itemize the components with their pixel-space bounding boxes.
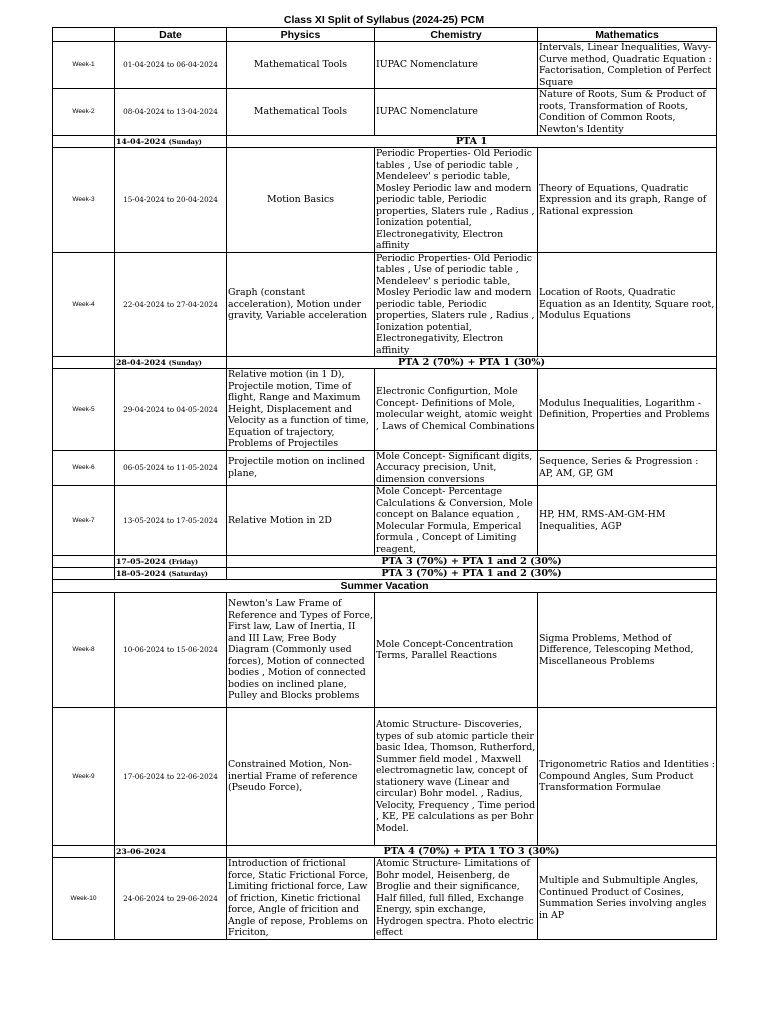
week-label: Week-7 — [53, 486, 115, 556]
week-row — [53, 708, 717, 846]
week-dates: 15-04-2024 to 20-04-2024 — [115, 148, 227, 253]
test-date — [115, 568, 227, 580]
test-spacer — [53, 136, 115, 148]
test-description: PTA 3 (70%) + PTA 1 and 2 (30%) — [227, 568, 717, 580]
week-label: Week-6 — [53, 450, 115, 486]
mathematics-topics: Theory of Equations, Quadratic Expression and its graph, Range of Rational expression — [538, 148, 717, 253]
test-day: (Friday) — [168, 557, 199, 566]
test-description: PTA 4 (70%) + PTA 1 TO 3 (30%) — [227, 846, 717, 858]
physics-topics: Mathematical Tools — [227, 42, 375, 89]
week-label: Week-5 — [53, 369, 115, 451]
mathematics-topics: Modulus Inequalities, Logarithm - Definition, Properties and Problems — [538, 369, 717, 451]
physics-topics: Motion Basics — [227, 148, 375, 253]
test-row — [53, 136, 717, 148]
physics-topics: Mathematical Tools — [227, 89, 375, 136]
test-row — [53, 846, 717, 858]
week-dates: 22-04-2024 to 27-04-2024 — [115, 252, 227, 357]
week-label: Week-10 — [53, 858, 115, 940]
week-row — [53, 42, 717, 89]
test-date — [115, 846, 227, 858]
week-row — [53, 369, 717, 451]
week-row — [53, 148, 717, 253]
chemistry-topics: Mole Concept- Percentage Calculations & Conversion, Mole concept on Balance equation , Molecular Formula, Emperical formula , Concept of Limiting reagent, — [375, 486, 538, 556]
header-chemistry: Chemistry — [375, 28, 538, 42]
week-row — [53, 858, 717, 940]
test-day: (Sunday) — [168, 137, 202, 146]
physics-topics: Constrained Motion, Non-inertial Frame of reference (Pseudo Force), — [227, 708, 375, 846]
test-day: (Saturday) — [168, 569, 208, 578]
header-week — [53, 28, 115, 42]
week-dates: 17-06-2024 to 22-06-2024 — [115, 708, 227, 846]
header-date: Date — [115, 28, 227, 42]
test-description: PTA 2 (70%) + PTA 1 (30%) — [227, 357, 717, 369]
mathematics-topics: Sequence, Series & Progression : AP, AM, GP, GM — [538, 450, 717, 486]
test-date — [115, 136, 227, 148]
mathematics-topics: Location of Roots, Quadratic Equation as an Identity, Square root, Modulus Equations — [538, 252, 717, 357]
test-row — [53, 556, 717, 568]
week-dates: 01-04-2024 to 06-04-2024 — [115, 42, 227, 89]
chemistry-topics: Periodic Properties- Old Periodic tables , Use of periodic table , Mendeleev' s periodic table, Mosley Periodic law and modern periodic table, Periodic properties, Slaters rule , Radius , Ionization potential, Electronegativity, Electron affinity — [375, 252, 538, 357]
test-spacer — [53, 568, 115, 580]
physics-topics: Introduction of frictional force, Static Frictional Force, Limiting frictional force, Law of friction, Kinetic frictional force, Angle of fricition and Angle of repose, Problems on Friciton, — [227, 858, 375, 940]
mathematics-topics: Nature of Roots, Sum & Product of roots, Transformation of Roots, Condition of Common Roots, Newton's Identity — [538, 89, 717, 136]
week-row — [53, 89, 717, 136]
week-label: Week-9 — [53, 708, 115, 846]
test-row — [53, 568, 717, 580]
header-physics: Physics — [227, 28, 375, 42]
mathematics-topics: HP, HM, RMS-AM-GM-HM Inequalities, AGP — [538, 486, 717, 556]
chemistry-topics: Periodic Properties- Old Periodic tables , Use of periodic table , Mendeleev' s periodic table, Mosley Periodic law and modern periodic table, Periodic properties, Slaters rule , Radius , Ionization potential, Electronegativity, Electron affinity — [375, 148, 538, 253]
week-row — [53, 486, 717, 556]
week-dates: 24-06-2024 to 29-06-2024 — [115, 858, 227, 940]
week-label: Week-4 — [53, 252, 115, 357]
chemistry-topics: Electronic Configurtion, Mole Concept- Definitions of Mole, molecular weight, atomic weight , Laws of Chemical Combinations — [375, 369, 538, 451]
week-dates: 13-05-2024 to 17-05-2024 — [115, 486, 227, 556]
mathematics-topics: Intervals, Linear Inequalities, Wavy-Curve method, Quadratic Equation : Factorisation, Completion of Perfect Square — [538, 42, 717, 89]
header-mathematics: Mathematics — [538, 28, 717, 42]
test-date-value: 18-05-2024 — [116, 568, 166, 578]
test-date-value: 17-05-2024 — [116, 556, 166, 566]
test-date-value: 14-04-2024 — [116, 136, 166, 146]
physics-topics: Projectile motion on inclined plane, — [227, 450, 375, 486]
week-dates: 10-06-2024 to 15-06-2024 — [115, 593, 227, 708]
week-dates: 08-04-2024 to 13-04-2024 — [115, 89, 227, 136]
test-date — [115, 357, 227, 369]
week-row — [53, 252, 717, 357]
mathematics-topics: Trigonometric Ratios and Identities : Compound Angles, Sum Product Transformation Formulae — [538, 708, 717, 846]
test-date — [115, 556, 227, 568]
test-spacer — [53, 846, 115, 858]
header-row — [53, 28, 717, 42]
mathematics-topics: Sigma Problems, Method of Difference, Telescoping Method, Miscellaneous Problems — [538, 593, 717, 708]
summer-vacation: Summer Vacation — [53, 580, 717, 593]
chemistry-topics: Mole Concept- Significant digits, Accuracy precision, Unit, dimension conversions — [375, 450, 538, 486]
week-row — [53, 450, 717, 486]
test-spacer — [53, 556, 115, 568]
week-dates: 06-05-2024 to 11-05-2024 — [115, 450, 227, 486]
week-label: Week-8 — [53, 593, 115, 708]
chemistry-topics: IUPAC Nomenclature — [375, 42, 538, 89]
test-date-value: 28-04-2024 — [116, 357, 166, 367]
test-description: PTA 1 — [227, 136, 717, 148]
test-date-value: 23-06-2024 — [116, 846, 166, 856]
document-title: Class XI Split of Syllabus (2024-25) PCM — [283, 14, 485, 26]
week-label: Week-1 — [53, 42, 115, 89]
physics-topics: Relative Motion in 2D — [227, 486, 375, 556]
syllabus-table — [52, 27, 717, 940]
test-row — [53, 357, 717, 369]
mathematics-topics: Multiple and Submultiple Angles, Continued Product of Cosines, Summation Series involving angles in AP — [538, 858, 717, 940]
week-dates: 29-04-2024 to 04-05-2024 — [115, 369, 227, 451]
week-label: Week-2 — [53, 89, 115, 136]
week-row — [53, 593, 717, 708]
vacation-row — [53, 580, 717, 593]
physics-topics: Relative motion (in 1 D), Projectile motion, Time of flight, Range and Maximum Height, Displacement and Velocity as a function of time, Equation of trajectory, Problems of Projectiles — [227, 369, 375, 451]
chemistry-topics: Atomic Structure- Discoveries, types of sub atomic particle their basic Idea, Thomson, Rutherford, Summer field model , Maxwell electromagnetic law, concept of stationery wave (Linear and circular) Bohr model. , Radius, Velocity, Frequency , Time period , KE, PE calculations as per Bohr Model. — [375, 708, 538, 846]
test-spacer — [53, 357, 115, 369]
chemistry-topics: Mole Concept-Concentration Terms, Parallel Reactions — [375, 593, 538, 708]
test-description: PTA 3 (70%) + PTA 1 and 2 (30%) — [227, 556, 717, 568]
chemistry-topics: IUPAC Nomenclature — [375, 89, 538, 136]
physics-topics: Newton's Law Frame of Reference and Types of Force, First law, Law of Inertia, II and III Law, Free Body Diagram (Commonly used forces), Motion of connected bodies , Motion of connected bodies on inclined plane, Pulley and Blocks problems — [227, 593, 375, 708]
physics-topics: Graph (constant acceleration), Motion under gravity, Variable acceleration — [227, 252, 375, 357]
chemistry-topics: Atomic Structure- Limitations of Bohr model, Heisenberg, de Broglie and their significance, Half filled, full filled, Exchange Energy, spin exchange, Hydrogen spectra. Photo electric effect — [375, 858, 538, 940]
test-day: (Sunday) — [168, 358, 202, 367]
week-label: Week-3 — [53, 148, 115, 253]
